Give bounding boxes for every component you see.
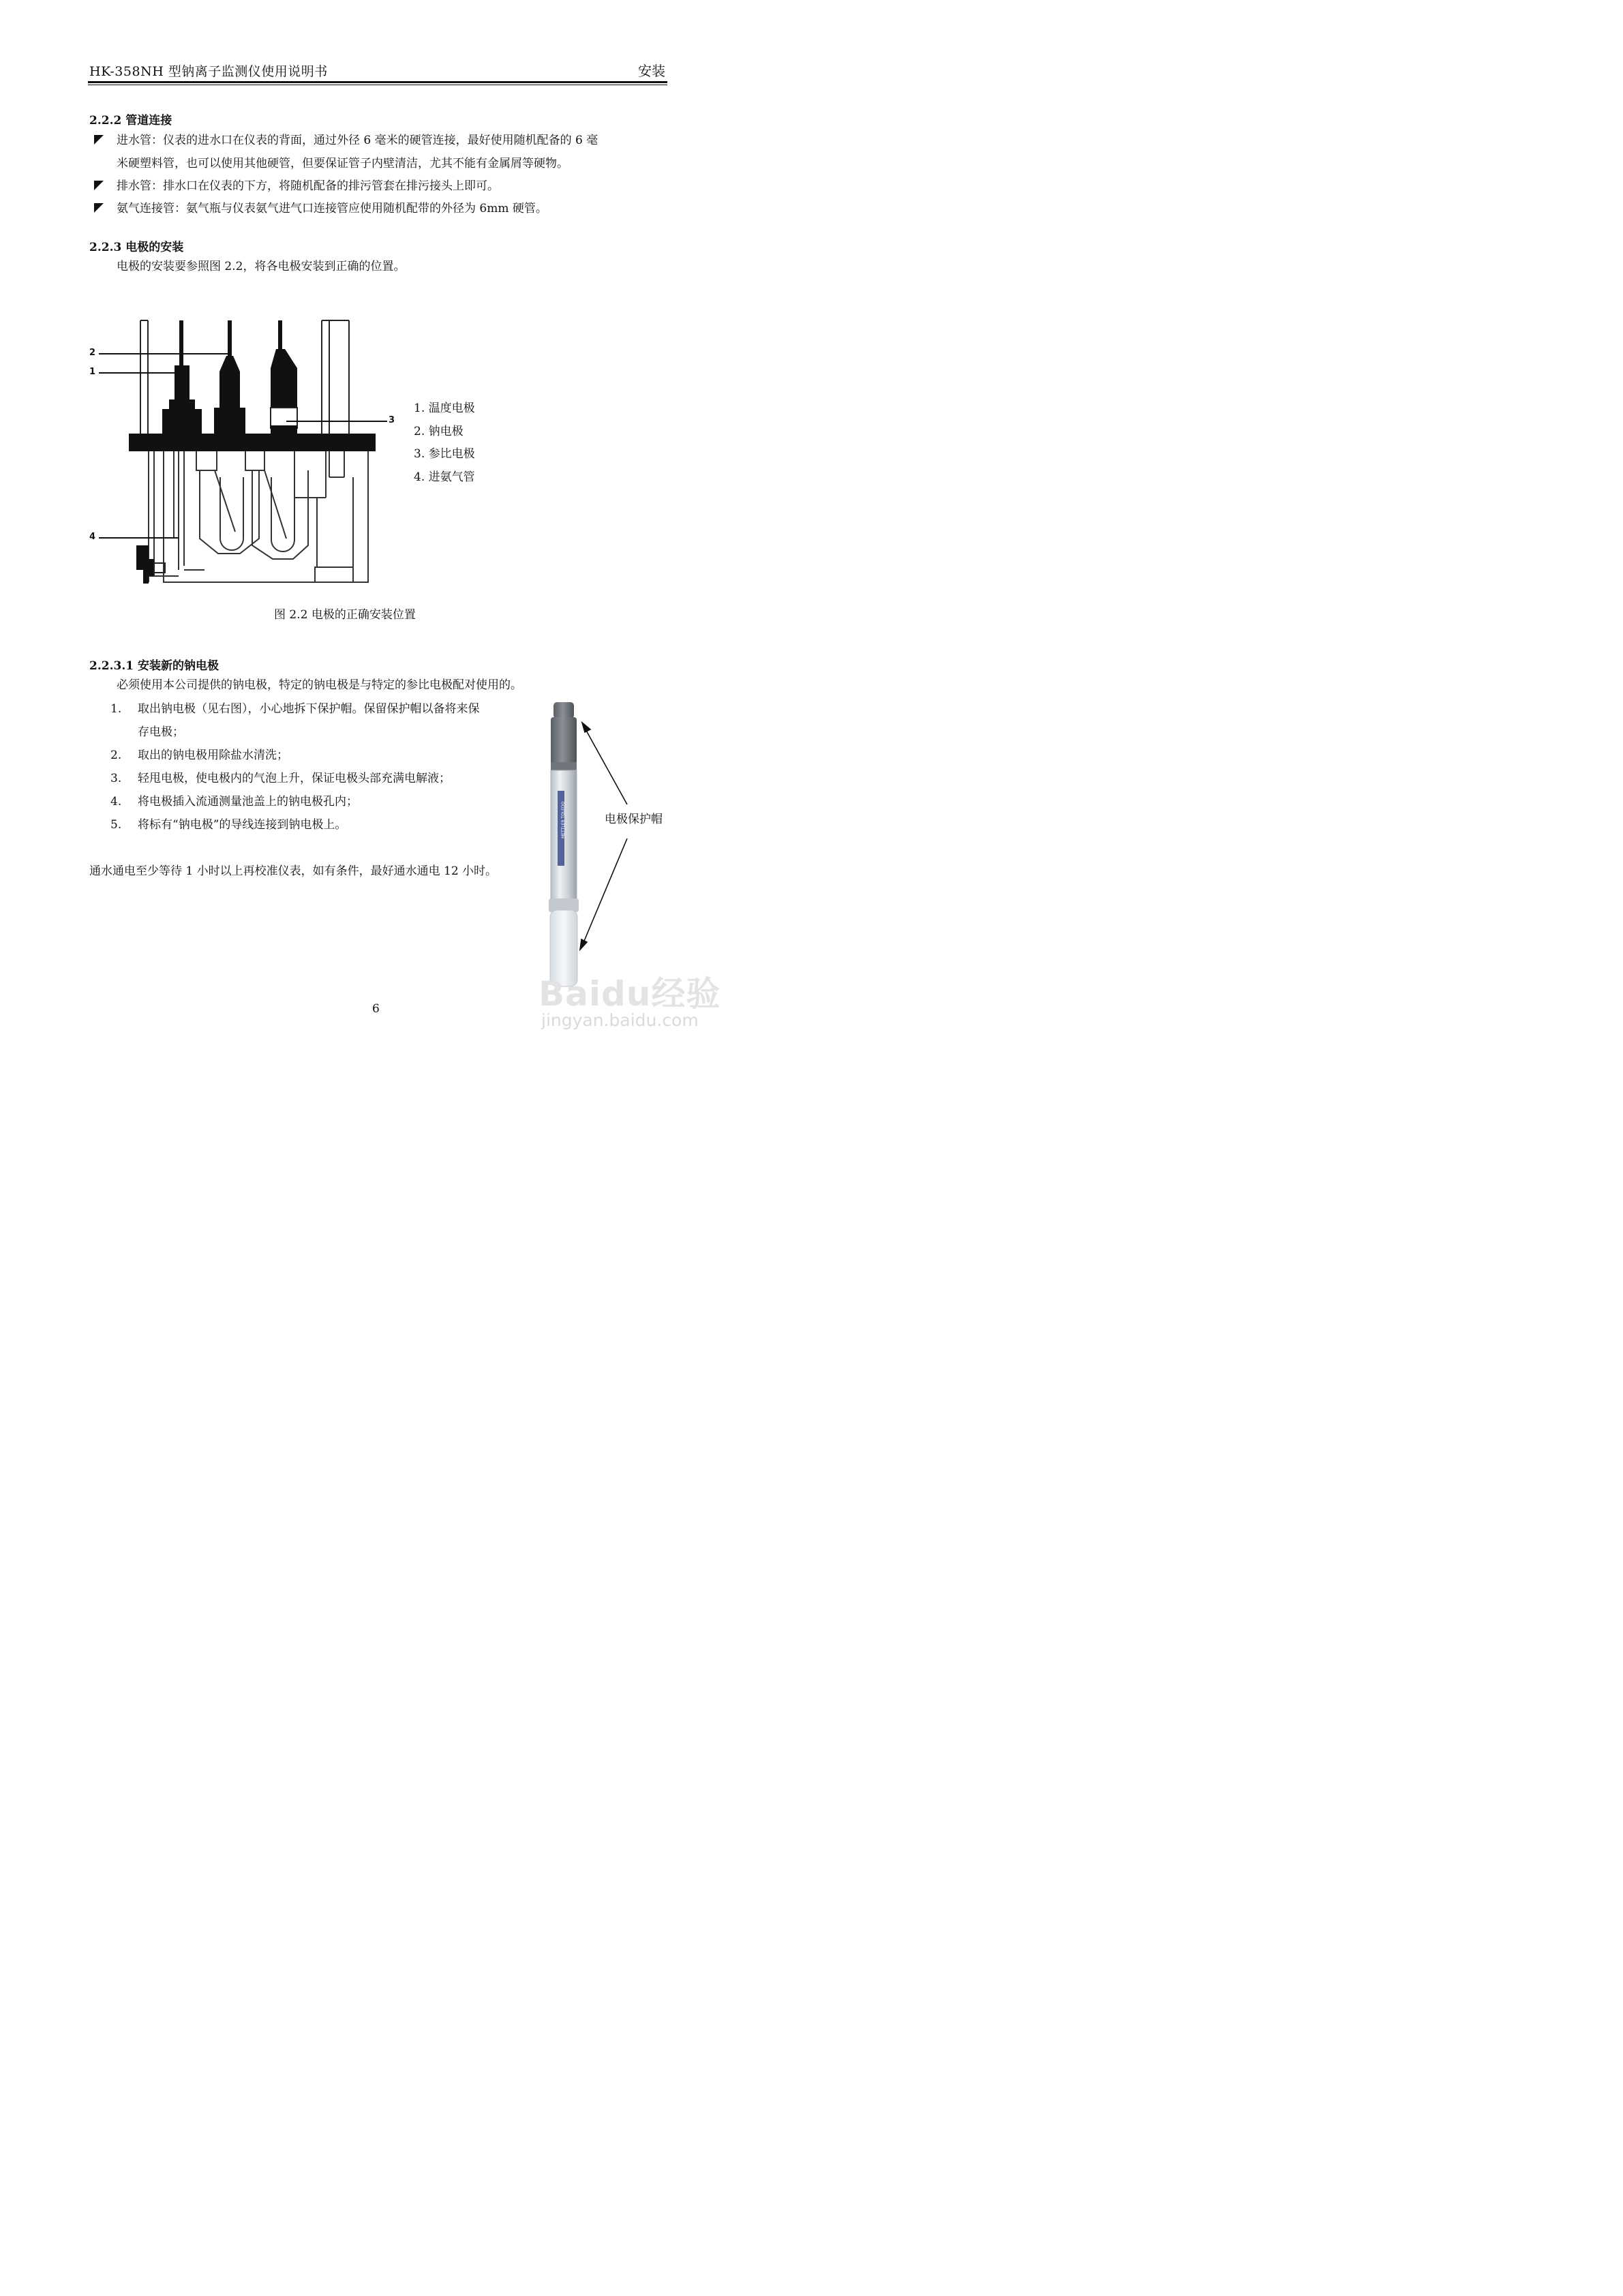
diagram-label-4: 4 bbox=[89, 532, 96, 542]
section-2-2-3-text: 电极的安装要参照图 2.2，将各电极安装到正确的位置。 bbox=[117, 260, 406, 273]
page-number: 6 bbox=[372, 1002, 380, 1016]
step-number: 4. bbox=[110, 795, 122, 809]
step-3: 轻甩电极，使电极内的气泡上升，保证电极头部充满电解液； bbox=[138, 772, 451, 785]
section-2-2-2-heading: 2.2.2 管道连接 bbox=[89, 114, 172, 127]
legend-item-2: 2. 钠电极 bbox=[414, 425, 464, 438]
sodium-electrode-photo bbox=[539, 695, 702, 995]
section-name: 安装 bbox=[638, 63, 665, 79]
bullet-triangle-icon bbox=[94, 135, 104, 145]
step-1-line2: 存电极； bbox=[138, 725, 184, 739]
electrode-installation-diagram bbox=[85, 314, 399, 586]
diagram-label-3: 3 bbox=[389, 415, 395, 425]
header-rule bbox=[88, 81, 667, 83]
watermark-url: jingyan.baidu.com bbox=[541, 1010, 699, 1030]
section-2-2-3-1-heading: 2.2.3.1 安装新的钠电极 bbox=[89, 659, 219, 673]
legend-item-3: 3. 参比电极 bbox=[414, 447, 475, 461]
bullet-triangle-icon bbox=[94, 203, 104, 213]
closing-note: 通水通电至少等待 1 小时以上再校准仪表，如有条件，最好通水通电 12 小时。 bbox=[89, 864, 498, 878]
protection-cap-label: 电极保护帽 bbox=[605, 813, 663, 826]
step-number: 2. bbox=[110, 749, 122, 762]
pipe-item-drain: 排水管：排水口在仪表的下方，将随机配备的排污管套在排污接头上即可。 bbox=[117, 179, 499, 193]
bullet-triangle-icon bbox=[94, 181, 104, 190]
step-2: 取出的钠电极用除盐水清洗； bbox=[138, 749, 288, 762]
document-title: HK-358NH 型钠离子监测仪使用说明书 bbox=[89, 64, 328, 79]
legend-item-1: 1. 温度电极 bbox=[414, 402, 475, 415]
step-number: 5. bbox=[110, 818, 122, 832]
section-2-2-3-heading: 2.2.3 电极的安装 bbox=[89, 241, 184, 254]
section-2-2-3-1-intro: 必须使用本公司提供的钠电极，特定的钠电极是与特定的参比电极配对使用的。 bbox=[117, 678, 522, 692]
step-4: 将电极插入流通测量池盖上的钠电极孔内； bbox=[138, 795, 358, 809]
step-1-line1: 取出钠电极（见右图），小心地拆下保护帽。保留保护帽以备将来保 bbox=[138, 702, 480, 716]
diagram-label-2: 2 bbox=[89, 348, 96, 358]
figure-caption: 图 2.2 电极的正确安装位置 bbox=[274, 608, 416, 622]
watermark-logo: Baidu经验 bbox=[539, 974, 721, 1014]
pipe-item-inlet-line2: 米硬塑料管，也可以使用其他硬管，但要保证管子内壁清洁，尤其不能有金属屑等硬物。 bbox=[117, 157, 568, 170]
step-number: 3. bbox=[110, 772, 122, 785]
electrode-print: METTLER TOLEDO bbox=[561, 801, 566, 839]
step-5: 将标有“钠电极”的导线连接到钠电极上。 bbox=[138, 818, 347, 832]
legend-item-4: 4. 进氨气管 bbox=[414, 470, 475, 484]
pipe-item-inlet-line1: 进水管：仪表的进水口在仪表的背面，通过外径 6 毫米的硬管连接，最好使用随机配备的 6 毫 bbox=[117, 134, 598, 147]
diagram-label-1: 1 bbox=[89, 367, 96, 377]
step-number: 1. bbox=[110, 702, 122, 716]
pipe-item-ammonia: 氨气连接管：氨气瓶与仪表氨气进气口连接管应使用随机配带的外径为 6mm 硬管。 bbox=[117, 202, 547, 215]
